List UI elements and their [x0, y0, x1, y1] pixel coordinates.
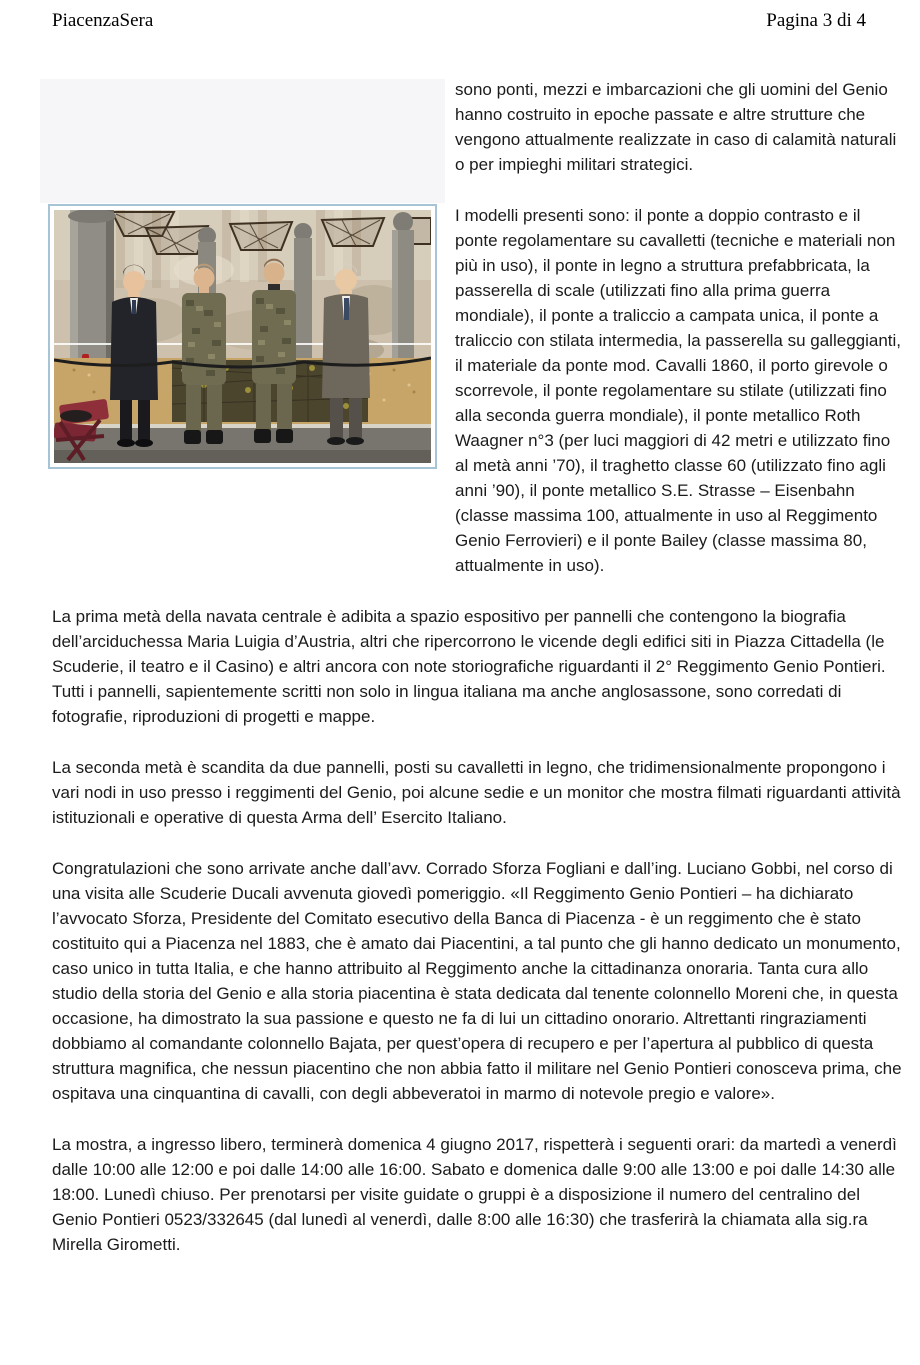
paragraph-models: I modelli presenti sono: il ponte a doppio contrasto e il ponte regolamentare su cavalletti (tecniche e materiali non più in uso), il ponte in legno a struttura prefabbricata, la passerella di scale (utilizzati fino alla prima guerra mondiale), il ponte a traliccio a campata unica, il ponte a traliccio con stilata intermedia, la passerella su galleggianti, il materiale da ponte mod. Cavalli 1860, il porto girevole o scorrevole, il ponte regolamentare su stilate (utilizzati fino alla seconda guerra mondiale), il ponte metallico Roth Waagner n°3 (per luci maggiori di 42 metri e utilizzato fino al metà anni ’70), il traghetto classe 60 (utilizzato fino agli anni ’90), il ponte metallico S.E. Strasse – Eisenbahn (classe massima 100, attualmente in uso al Reggimento Genio Ferrovieri) e il ponte Bailey (classe massima 80, attualmente in uso).: [455, 206, 902, 575]
article-media: [40, 79, 445, 557]
page-header: [0, 0, 920, 33]
paragraph-visiting-info: La mostra, a ingresso libero, terminerà domenica 4 giugno 2017, rispetterà i seguenti orari: da martedì a venerdì dalle 10:00 alle 12:00 e poi dalle 14:00 alle 16:00. Sabato e domenica dalle 9:00 alle 13:00 e poi dalle 14:30 alle 18:00. Lunedì chiuso. Per prenotarsi per visite guidate o gruppi è a disposizione il numero del centralino del Genio Pontieri 0523/332645 (dal lunedì al venerdì, dalle 8:00 alle 16:30) che trasferirà la chiamata alla sig.ra Mirella Girometti.: [52, 1135, 897, 1254]
site-name: PiacenzaSera: [52, 10, 154, 31]
paragraph-intro: sono ponti, mezzi e imbarcazioni che gli uomini del Genio hanno costruito in epoche passate e altre strutture che vengono attualmente realizzate in caso di calamità naturali o per impieghi militari strategici.: [455, 80, 897, 174]
paragraph-second-half: La seconda metà è scandita da due pannelli, posti su cavalletti in legno, che tridimensionalmente propongono i vari nodi in uso presso i reggimenti del Genio, poi alcune sedie e un monitor che mostra filmati riguardanti attività istituzionali e operative di questa Arma dell’ Esercito Italiano.: [52, 758, 901, 827]
paragraph-congratulations: Congratulazioni che sono arrivate anche dall’avv. Corrado Sforza Fogliani e dall’ing. Luciano Gobbi, nel corso di una visita alle Scuderie Ducali avvenuta giovedì pomeriggio. «Il Reggimento Genio Pontieri – ha dichiarato l’avvocato Sforza, Presidente del Comitato esecutivo della Banca di Piacenza - è un reggimento che è stato costituito qui a Piacenza nel 1883, che è amato dai Piacentini, a tal punto che gli hanno dedicato un monumento, caso unico in tutta Italia, e che hanno attribuito al Reggimento anche la cittadinanza onoraria. Tanta cura allo studio della storia del Genio e alla storia piacentina è stata dedicata dal tenente colonnello Moreni che, in questa occasione, ha dimostrato la sua passione e questo ne fa di lui un cittadino onorario. Altrettanti ringraziamenti dobbiamo al comandante colonnello Bajata, per quest’opera di recupero e per l’apertura al pubblico di questa struttura magnifica, che nessun piacentino che non abbia fatto il militare nel Genio Pontieri conosceva prima, che ospitava una cinquantina di cavalli, con degli abbeveratoi in marmo di notevole pregio e valore».: [52, 859, 902, 1103]
image-placeholder: [40, 79, 445, 203]
paragraph-first-half: La prima metà della navata centrale è adibita a spazio espositivo per pannelli che contengono la biografia dell’arciduchessa Maria Luigia d’Austria, altri che ripercorrono le vicende degli edifici siti in Piazza Cittadella (le Scuderie, il teatro e il Casino) e altri ancora con note storiografiche riguardanti il 2° Reggimento Genio Pontieri. Tutti i pannelli, sapientemente scritti non solo in lingua italiana ma anche anglosassone, sono corredati di fotografie, riproduzioni di progetti e mappe.: [52, 607, 886, 726]
page-indicator: Pagina 3 di 4: [766, 10, 866, 31]
article-body: [0, 33, 920, 1283]
article-photo: [48, 204, 437, 469]
